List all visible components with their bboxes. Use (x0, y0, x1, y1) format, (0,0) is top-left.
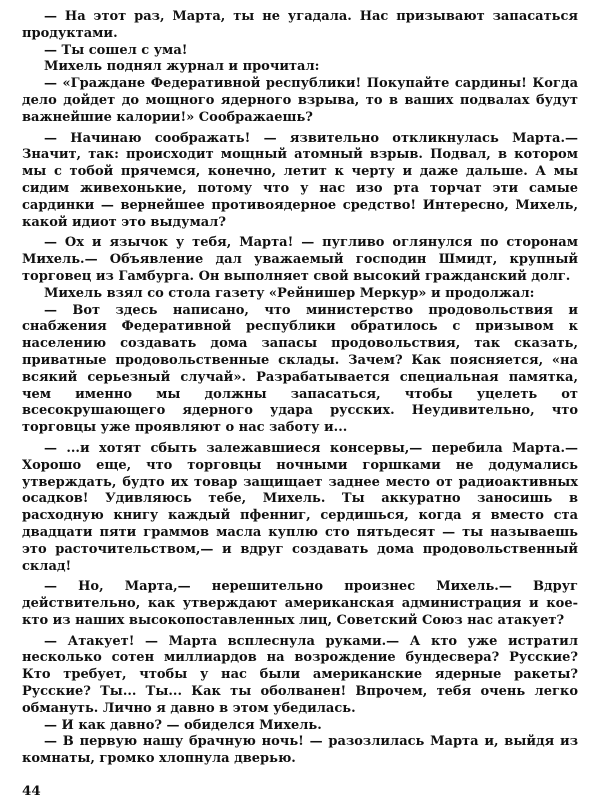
paragraph-5: — Начинаю соображать! — язвительно откликнулась Марта.— Значит, так: происходит мощный атомный взрыв. Подвал, в котором мы с тобой прячемся, конечно, летит к черту и даже дальше. А мы сидим живехонькие, потому что у нас изо рта торчат эти самые сардинки — вернейшее противоядерное средство! Интересно, Михель, какой идиот это выдумал? (22, 130, 578, 230)
paragraph-12: — И как давно? — обиделся Михель. (44, 717, 322, 733)
paragraph-3: Михель поднял журнал и прочитал: (44, 59, 320, 75)
paragraph-13: — В первую нашу брачную ночь! — разозлилась Марта и, выйдя из комнаты, громко хлопнула дверью. (22, 734, 578, 767)
paragraph-10: — Но, Марта,— нерешительно произнес Михель.— Вдруг действительно, как утверждают американская администрация и кое-кто из наших высокопоставленных лиц, Советский Союз нас атакует? (22, 579, 578, 628)
paragraph-1: — На этот раз, Марта, ты не угадала. Нас призывают запасаться продуктами. (22, 9, 578, 41)
paragraph-6: — Ох и язычок у тебя, Марта! — пугливо оглянулся по сторонам Михель.— Объявление дал уважаемый господин Шмидт, крупный торговец из Гамбурга. Он выполняет свой высокий гражданский долг. (22, 235, 578, 284)
page-number: 44 (22, 783, 41, 799)
paragraph-9: — ...и хотят сбыть залежавшиеся консервы,— перебила Марта.— Хорошо еще, что торговцы ночными горшками не додумались утверждать, будто их товар защищает заднее место от радиоактивных осадков! Удивляюсь тебе, Михель. Ты аккуратно заносишь в расходную книгу каждый пфенниг, сердишься, когда я вместо ста двадцати пяти граммов масла куплю сто пятьдесят — ты называешь это расточительством,— и вдруг создавать дома продовольственный склад! (22, 440, 578, 574)
paragraph-2: — Ты сошел с ума! (44, 42, 188, 58)
paragraph-11: — Атакует! — Марта всплеснула руками.— А кто уже истратил несколько сотен миллиардов на возрождение бундесвера? Русские? Кто требует, чтобы у нас были американские ядерные ракеты? Русские? Ты... Ты... Как ты оболванен! Впрочем, тебя очень легко обмануть. Лично я давно в этом убедилась. (22, 633, 578, 716)
paragraph-7: Михель взял со стола газету «Рейнишер Меркур» и продолжал: (44, 285, 535, 301)
page-body (22, 9, 578, 768)
paragraph-8: — Вот здесь написано, что министерство продовольствия и снабжения Федеративной республики обратилось с призывом к населению создавать дома запасы продовольствия, так сказать, приватные продовольственные склады. Зачем? Как поясняется, «на всякий серьезный случай». Разрабатывается специальная памятка, чем именно мы должны запасаться, чтобы уцелеть от всесокрушающего ядерного удара русских. Неудивительно, что торговцы уже проявляют о нас заботу и... (22, 302, 578, 436)
paragraph-4: — «Граждане Федеративной республики! Покупайте сардины! Когда дело дойдет до мощного ядерного взрыва, то в ваших подвалах будут важнейшие калории!» Соображаешь? (22, 76, 578, 125)
